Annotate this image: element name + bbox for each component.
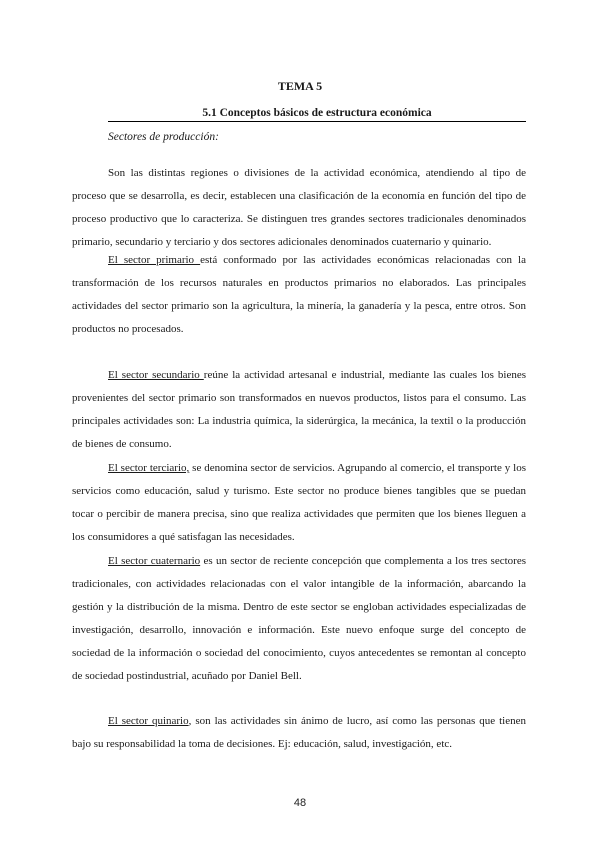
paragraph-text: reúne la actividad artesanal e industrial, mediante las cuales los bienes provenientes del sector primario son transformados en nuevos productos, listos para el consumo. Las principales actividades son: La industria química, la siderúrgica, la mecánica, la textil o la producción de bienes de consumo. [72,369,526,450]
paragraph-text: es un sector de reciente concepción que complementa a los tres sectores tradicionales, con actividades relacionadas con el valor intangible de la información, abarcando la gestión y la distribución de la misma. Dentro de este sector se engloban actividades especializadas de investigación, desarrollo, innovación e información. Este nuevo enfoque surge del concepto de sociedad de la información o sociedad del conocimiento, cuyos antecedentes se remontan al concepto de sociedad postindustrial, acuñado por Daniel Bell. [72,555,526,682]
term-sector-terciario: El sector terciario, [108,462,190,474]
paragraph-sector-terciario [72,457,526,549]
term-sector-cuaternario: El sector cuaternario [108,555,201,567]
section-heading: 5.1 Conceptos básicos de estructura económica [108,107,526,122]
section-label: Sectores de producción: [108,131,219,143]
paragraph-text: está conformado por las actividades económicas relacionadas con la transformación de los recursos naturales en productos primarios no elaborados. Las principales actividades del sector primario son la agricultura, la minería, la ganadería y la pesca, entre otros. Son productos no procesados. [72,254,526,335]
page-number: 48 [293,797,307,809]
paragraph-text: Son las distintas regiones o divisiones de la actividad económica, atendiendo al tipo de proceso que se desarrolla, es decir, establecen una clasificación de la economía en función del tipo de proceso productivo que lo caracteriza. Se distinguen tres grandes sectores tradicionales denominados primario, secundario y terciario y dos sectores adicionales denominados cuaternario y quinario. [72,167,526,248]
paragraph-intro [72,162,526,254]
term-sector-primario: El sector primario [108,254,201,266]
paragraph-sector-cuaternario [72,550,526,688]
term-sector-secundario: El sector secundario [108,369,204,381]
paragraph-sector-primario [72,249,526,341]
paragraph-sector-secundario [72,364,526,456]
paragraph-sector-quinario [72,710,526,756]
paragraph-text: , son las actividades sin ánimo de lucro, así como las personas que tienen bajo su responsabilidad la toma de decisiones. Ej: educación, salud, investigación, etc. [72,715,527,750]
paragraph-text: se denomina sector de servicios. Agrupando al comercio, el transporte y los servicios como educación, salud y turismo. Este sector no produce bienes tangibles que se puedan tocar o percibir de manera precisa, sino que realiza actividades que permiten que los bienes lleguen a los consumidores a qué satisfagan las necesidades. [72,462,526,543]
chapter-title: TEMA 5 [277,79,323,93]
term-sector-quinario: El sector quinario [108,715,189,727]
